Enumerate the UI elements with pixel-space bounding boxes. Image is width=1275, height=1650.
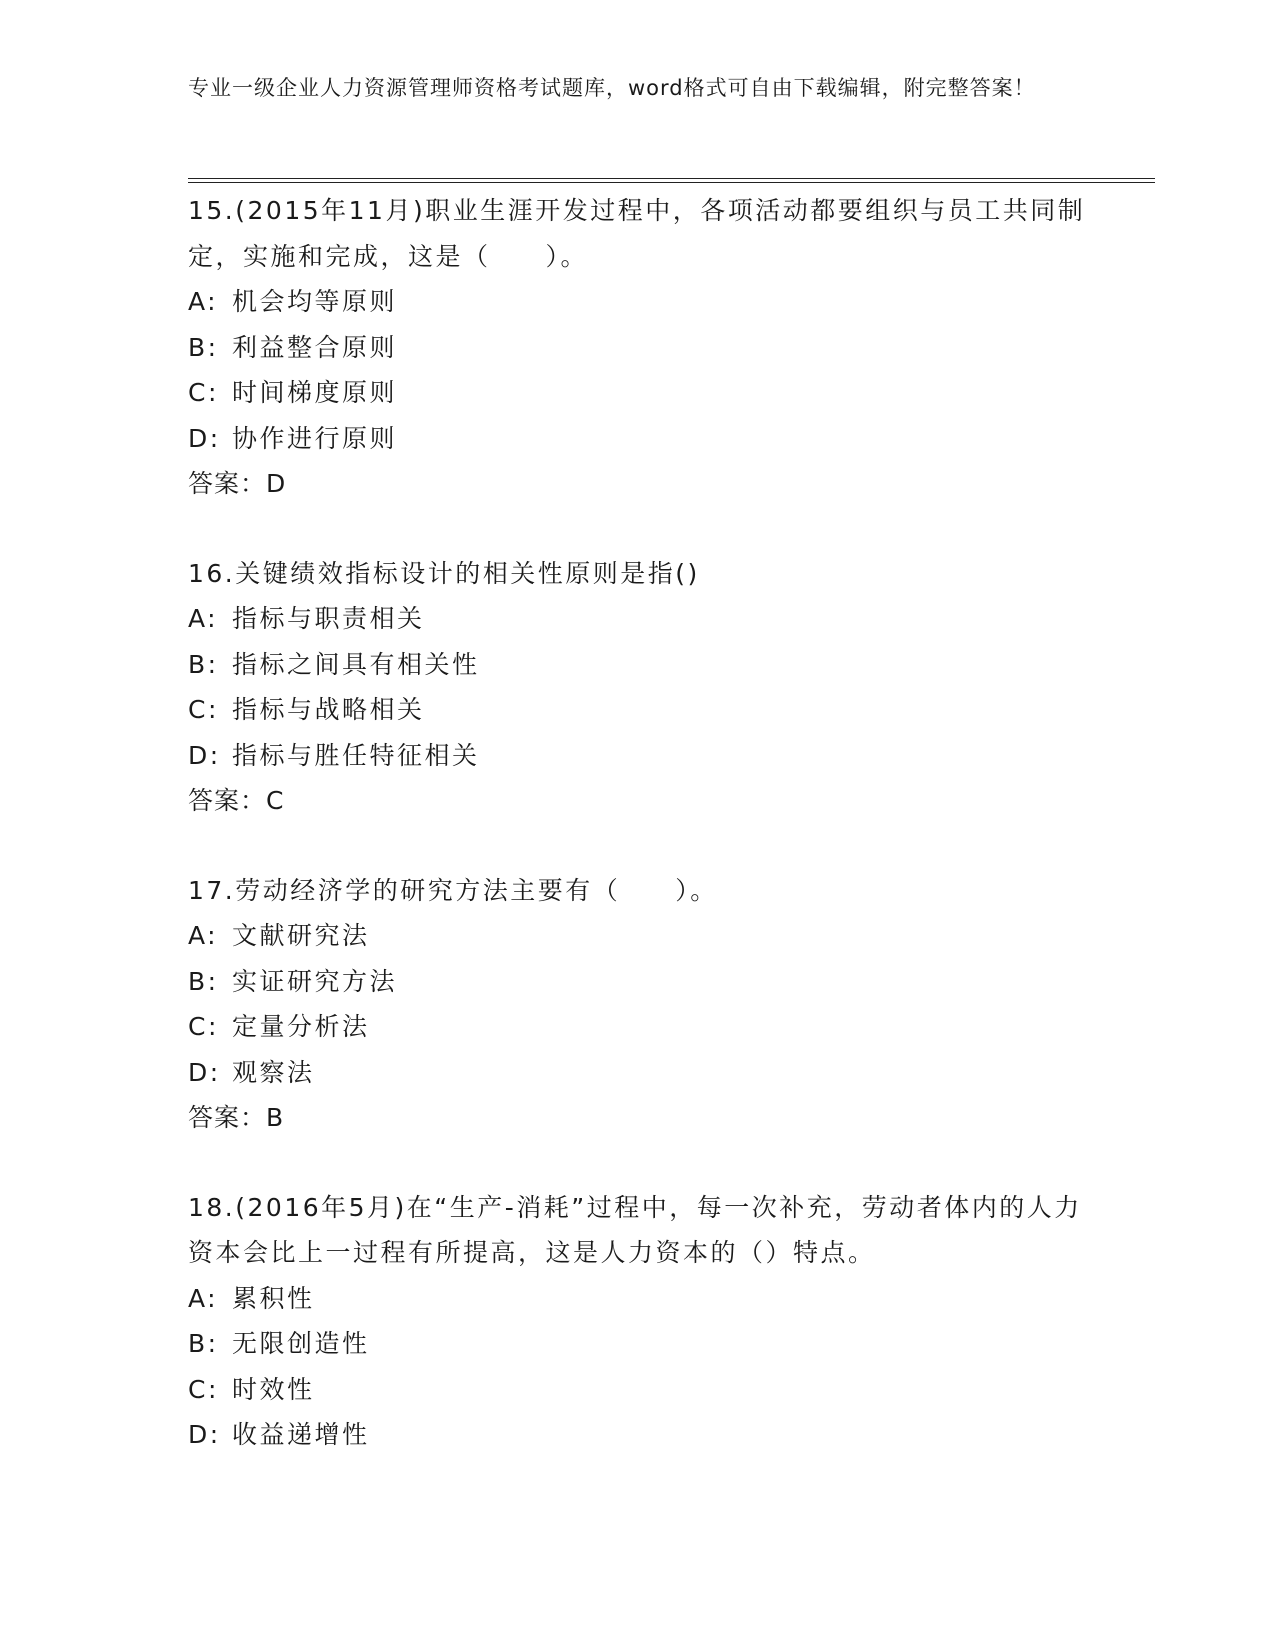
option-letter: B: [188,332,219,362]
question-stem: 15.(2015年11月)职业生涯开发过程中，各项活动都要组织与员工共同制定，实施和完成，这是（ ）。 [188,196,1086,271]
option-letter: D: [188,740,221,770]
option-letter: B: [188,1329,219,1358]
option-text: 累积性 [232,1283,315,1313]
option-d [188,1412,1088,1458]
answer-line: 答案：C [188,786,285,815]
question-18 [188,1185,1088,1458]
option-text: 利益整合原则 [232,332,398,362]
option-c [188,687,1088,733]
option-d [188,416,1088,462]
option-letter: D: [188,1057,221,1087]
option-text: 指标与胜任特征相关 [232,740,480,770]
option-letter: C: [188,695,219,724]
option-text: 协作进行原则 [232,423,398,453]
question-stem: 16.关键绩效指标设计的相关性原则是指() [188,558,700,588]
question-16 [188,551,1088,824]
option-text: 收益递增性 [232,1420,370,1449]
option-d [188,733,1088,779]
option-letter: C: [188,1374,219,1404]
option-text: 指标与战略相关 [232,695,425,724]
option-b [188,959,1088,1005]
option-letter: A: [188,921,219,950]
document-title: 专业一级企业人力资源管理师资格考试题库，word格式可自由下载编辑，附完整答案！ [188,76,1036,100]
option-a [188,279,1088,325]
option-c [188,1004,1088,1050]
question-list [188,188,1088,1502]
option-letter: D: [188,1420,221,1449]
option-b [188,1321,1088,1367]
option-text: 指标与职责相关 [232,604,425,633]
question-stem: 18.(2016年5月)在“生产-消耗”过程中，每一次补充，劳动者体内的人力资本会比上一过程有所提高，这是人力资本的（）特点。 [188,1192,1082,1267]
option-letter: C: [188,378,219,407]
question-17 [188,868,1088,1141]
option-text: 定量分析法 [232,1012,370,1041]
option-text: 时效性 [232,1374,315,1404]
option-letter: A: [188,604,219,633]
question-15 [188,188,1088,507]
option-a [188,596,1088,642]
option-d [188,1050,1088,1096]
option-b [188,642,1088,688]
option-text: 无限创造性 [232,1329,370,1358]
option-letter: C: [188,1012,219,1041]
option-letter: B: [188,966,219,996]
option-a [188,913,1088,959]
option-c [188,1367,1088,1413]
answer-line: 答案：D [188,469,287,498]
option-letter: A: [188,287,219,316]
question-stem: 17.劳动经济学的研究方法主要有（ ）。 [188,875,718,905]
header-divider [188,178,1155,183]
option-text: 时间梯度原则 [232,378,398,407]
option-letter: B: [188,649,219,679]
option-text: 观察法 [232,1057,315,1087]
page-header [188,72,1068,104]
option-letter: D: [188,423,221,453]
answer-line: 答案：B [188,1103,285,1132]
option-a [188,1276,1088,1322]
option-text: 实证研究方法 [232,966,398,996]
option-c [188,370,1088,416]
option-text: 文献研究法 [232,921,370,950]
option-letter: A: [188,1283,219,1313]
option-text: 机会均等原则 [232,287,398,316]
option-b [188,325,1088,371]
option-text: 指标之间具有相关性 [232,649,480,679]
